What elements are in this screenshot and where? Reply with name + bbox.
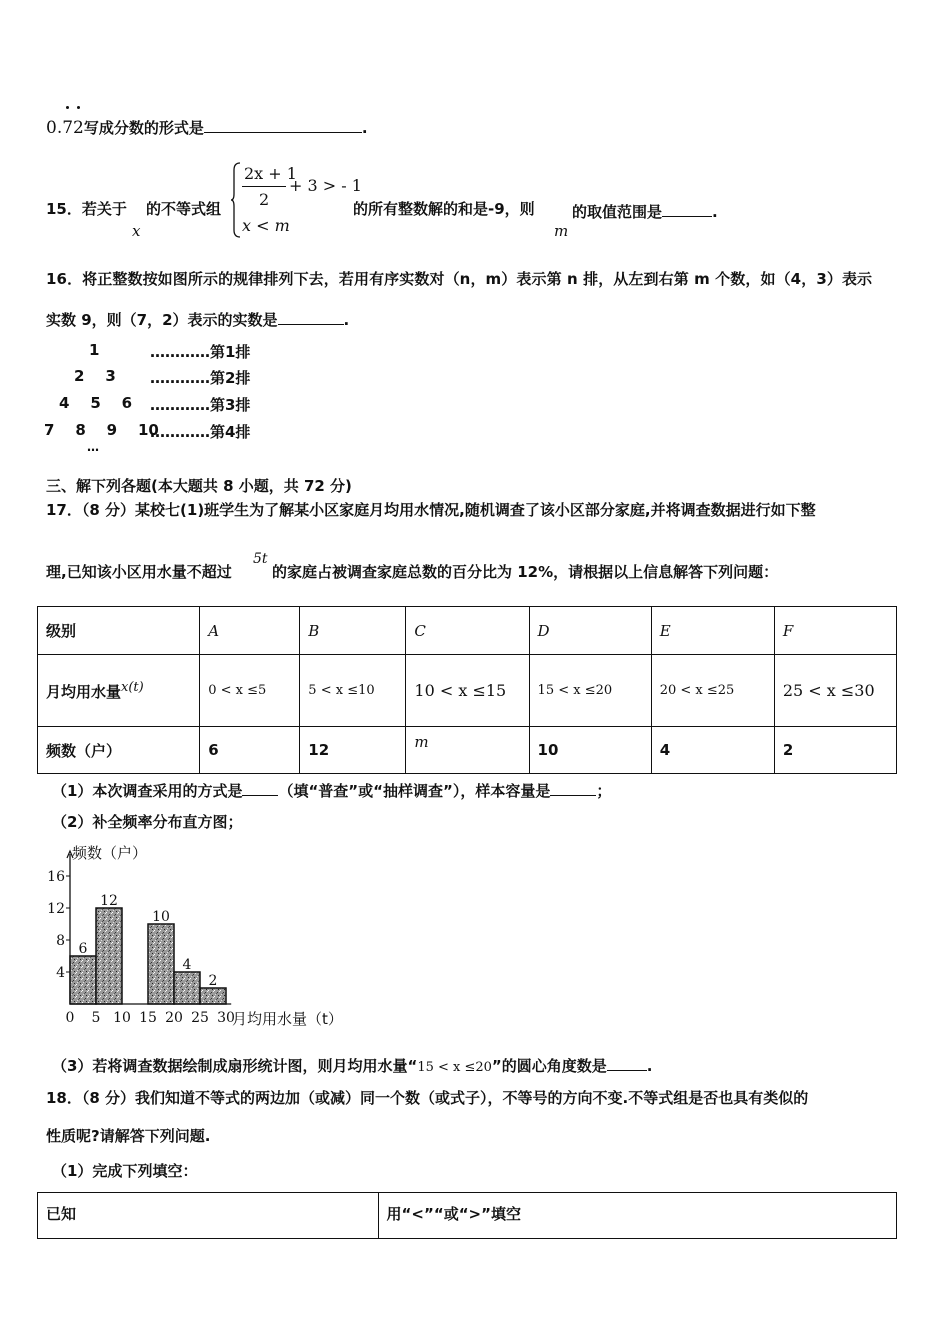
q15-answer-blank[interactable] [662,202,712,217]
table-row2-label-cell [38,655,200,727]
q17-p1end: ； [596,782,612,800]
q15-text3-line [572,202,718,220]
table-row [38,655,897,727]
table-row [38,1193,897,1239]
histogram-bar [96,908,122,1004]
table-row [38,727,897,774]
histogram-bar [200,988,226,1004]
range-cell: 5 < x ≤10 [300,655,406,727]
level-cell: D [529,607,651,655]
q15-ineq1-rest: + 3 > - 1 [289,176,362,195]
q16-row-1-label: …………第1排 [150,343,251,361]
y-tick-label: 16 [47,869,65,885]
range-cell: 0 < x ≤5 [200,655,300,727]
q15-frac-num: 2x + 1 [244,164,297,183]
range-cell: 15 < x ≤20 [529,655,651,727]
q17-line1: 17．（8 分）某校七(1)班学生为了解某小区家庭月均用水情况,随机调查了该小区部分家庭,并将调查数据进行如下整 [46,501,816,519]
q17-p3end: . [646,1057,653,1075]
q17-line2b: 的家庭占被调查家庭总数的百分比为 12%，请根据以上信息解答下列问题： [272,563,779,581]
section-3-heading: 三、解下列各题(本大题共 8 小题，共 72 分) [46,477,352,495]
q17-p3-range: 15 < x ≤20 [417,1060,492,1075]
y-tick-label: 12 [47,901,65,917]
y-axis-label: 频数（户） [72,844,148,862]
q15-end: . [712,203,718,221]
histogram-bar [148,924,174,1004]
q16-row-4-nums: 7 8 9 10 [44,421,159,439]
q15-var-m: m [554,222,569,240]
histogram-bar [174,972,200,1004]
bar-value-label: 10 [152,909,170,925]
level-cell: B [300,607,406,655]
bar-value-label: 2 [208,973,218,989]
brace-icon [230,162,242,238]
level-cell: C [406,607,529,655]
q18-part1: （1）完成下列填空： [52,1162,198,1180]
range-cell: 25 < x ≤30 [774,655,896,727]
histogram-bar [70,956,96,1004]
q17-angle-blank[interactable] [607,1056,647,1071]
bar-value-label: 6 [78,941,88,957]
level-cell: F [774,607,896,655]
level-cell: E [651,607,774,655]
q16-ellipsis: … [87,440,99,454]
q14-text: 写成分数的形式是 [83,119,204,137]
q16-row-2-label: …………第2排 [150,369,251,387]
q15-text2: 的所有整数解的和是-9，则 [353,200,535,218]
q14-decimal-whole: 0. [46,118,63,138]
freq-cell: 4 [651,727,774,774]
q17-p3a: （3）若将调查数据绘制成扇形统计图，则月均用水量“ [52,1057,418,1075]
q16-line1: 16．将正整数按如图所示的规律排列下去，若用有序实数对（n，m）表示第 n 排，从左到右第 m 个数，如（4，3）表示 [46,270,873,288]
freq-cell: 10 [529,727,651,774]
y-tick-label: 8 [56,933,65,949]
q14-end: . [361,119,368,137]
bar-value-label: 12 [100,893,118,909]
range-cell: 20 < x ≤25 [651,655,774,727]
q15-num: 15．若关于 [46,200,127,218]
q16-line2 [46,310,349,328]
level-cell: A [200,607,300,655]
freq-cell: 2 [774,727,896,774]
q18-col1-header: 已知 [38,1193,379,1239]
table-row3-label: 频数（户） [38,727,200,774]
q17-line2a: 理,已知该小区用水量不超过 [46,563,232,581]
x-tick-label: 0 [65,1010,75,1026]
q16-row-2-nums: 2 3 [74,367,116,385]
q15-text1: 的不等式组 [146,200,222,218]
q17-part1 [52,781,611,799]
bar-value-label: 4 [182,957,192,973]
q14-line [46,118,368,137]
q16-row-1-nums: 1 [89,341,100,359]
q15-text3: 的取值范围是 [572,203,663,221]
x-axis-label: 月均用水量（t） [232,1010,343,1028]
q16-row-4-label: …………第4排 [150,423,251,441]
range-cell: 10 < x ≤15 [406,655,529,727]
q15-frac-den: 2 [259,190,270,209]
q17-p1: （1）本次调查采用的方式是 [52,782,243,800]
q17-sample-size-blank[interactable] [550,781,596,796]
q16-row-3-label: …………第3排 [150,396,251,414]
freq-cell: 6 [200,727,300,774]
q18-line1: 18．（8 分）我们知道不等式的两边加（或减）同一个数（或式子），不等号的方向不变.不等式组是否也具有类似的 [46,1089,809,1107]
q17-part3 [52,1056,652,1074]
q14-decimal-digits: 72 [62,118,84,138]
x-tick-label: 10 [113,1010,131,1026]
x-tick-label: 15 [139,1010,157,1026]
q15-ineq2: x < m [242,216,290,235]
q14-answer-blank[interactable] [204,118,362,133]
q15-var-x: x [132,222,141,240]
q17-sup: 5t [253,551,268,567]
freq-cell: 12 [300,727,406,774]
table-row2-sup: x(t) [121,679,144,695]
y-tick-label: 4 [56,965,65,981]
q15-frac-line [242,186,286,187]
q17-data-table [37,606,897,774]
freq-cell: m [406,727,529,774]
x-tick-label: 5 [91,1010,101,1026]
table-row2-label: 月均用水量 [46,682,122,701]
table-header-label: 级别 [38,607,200,655]
q17-p3b: ”的圆心角度数是 [491,1057,607,1075]
repeating-dot-icon [66,106,69,109]
q18-table [37,1192,897,1239]
q17-p1b: （填“普查”或“抽样调查”），样本容量是 [278,782,551,800]
q16-answer-blank[interactable] [278,310,344,325]
q18-line2: 性质呢?请解答下列问题. [46,1127,211,1145]
q16-end: . [343,311,350,329]
q17-survey-blank[interactable] [242,781,278,796]
x-tick-label: 20 [165,1010,183,1026]
q18-col2-header: 用“<”“或“>”填空 [378,1193,896,1239]
histogram-chart [40,840,360,1036]
x-tick-label: 30 [217,1010,235,1026]
q17-part2: （2）补全频率分布直方图； [52,813,243,831]
table-row [38,607,897,655]
x-tick-label: 25 [191,1010,209,1026]
repeating-dot-icon [77,106,80,109]
q16-line2-text: 实数 9，则（7，2）表示的实数是 [46,311,278,329]
q16-row-3-nums: 4 5 6 [59,394,133,412]
